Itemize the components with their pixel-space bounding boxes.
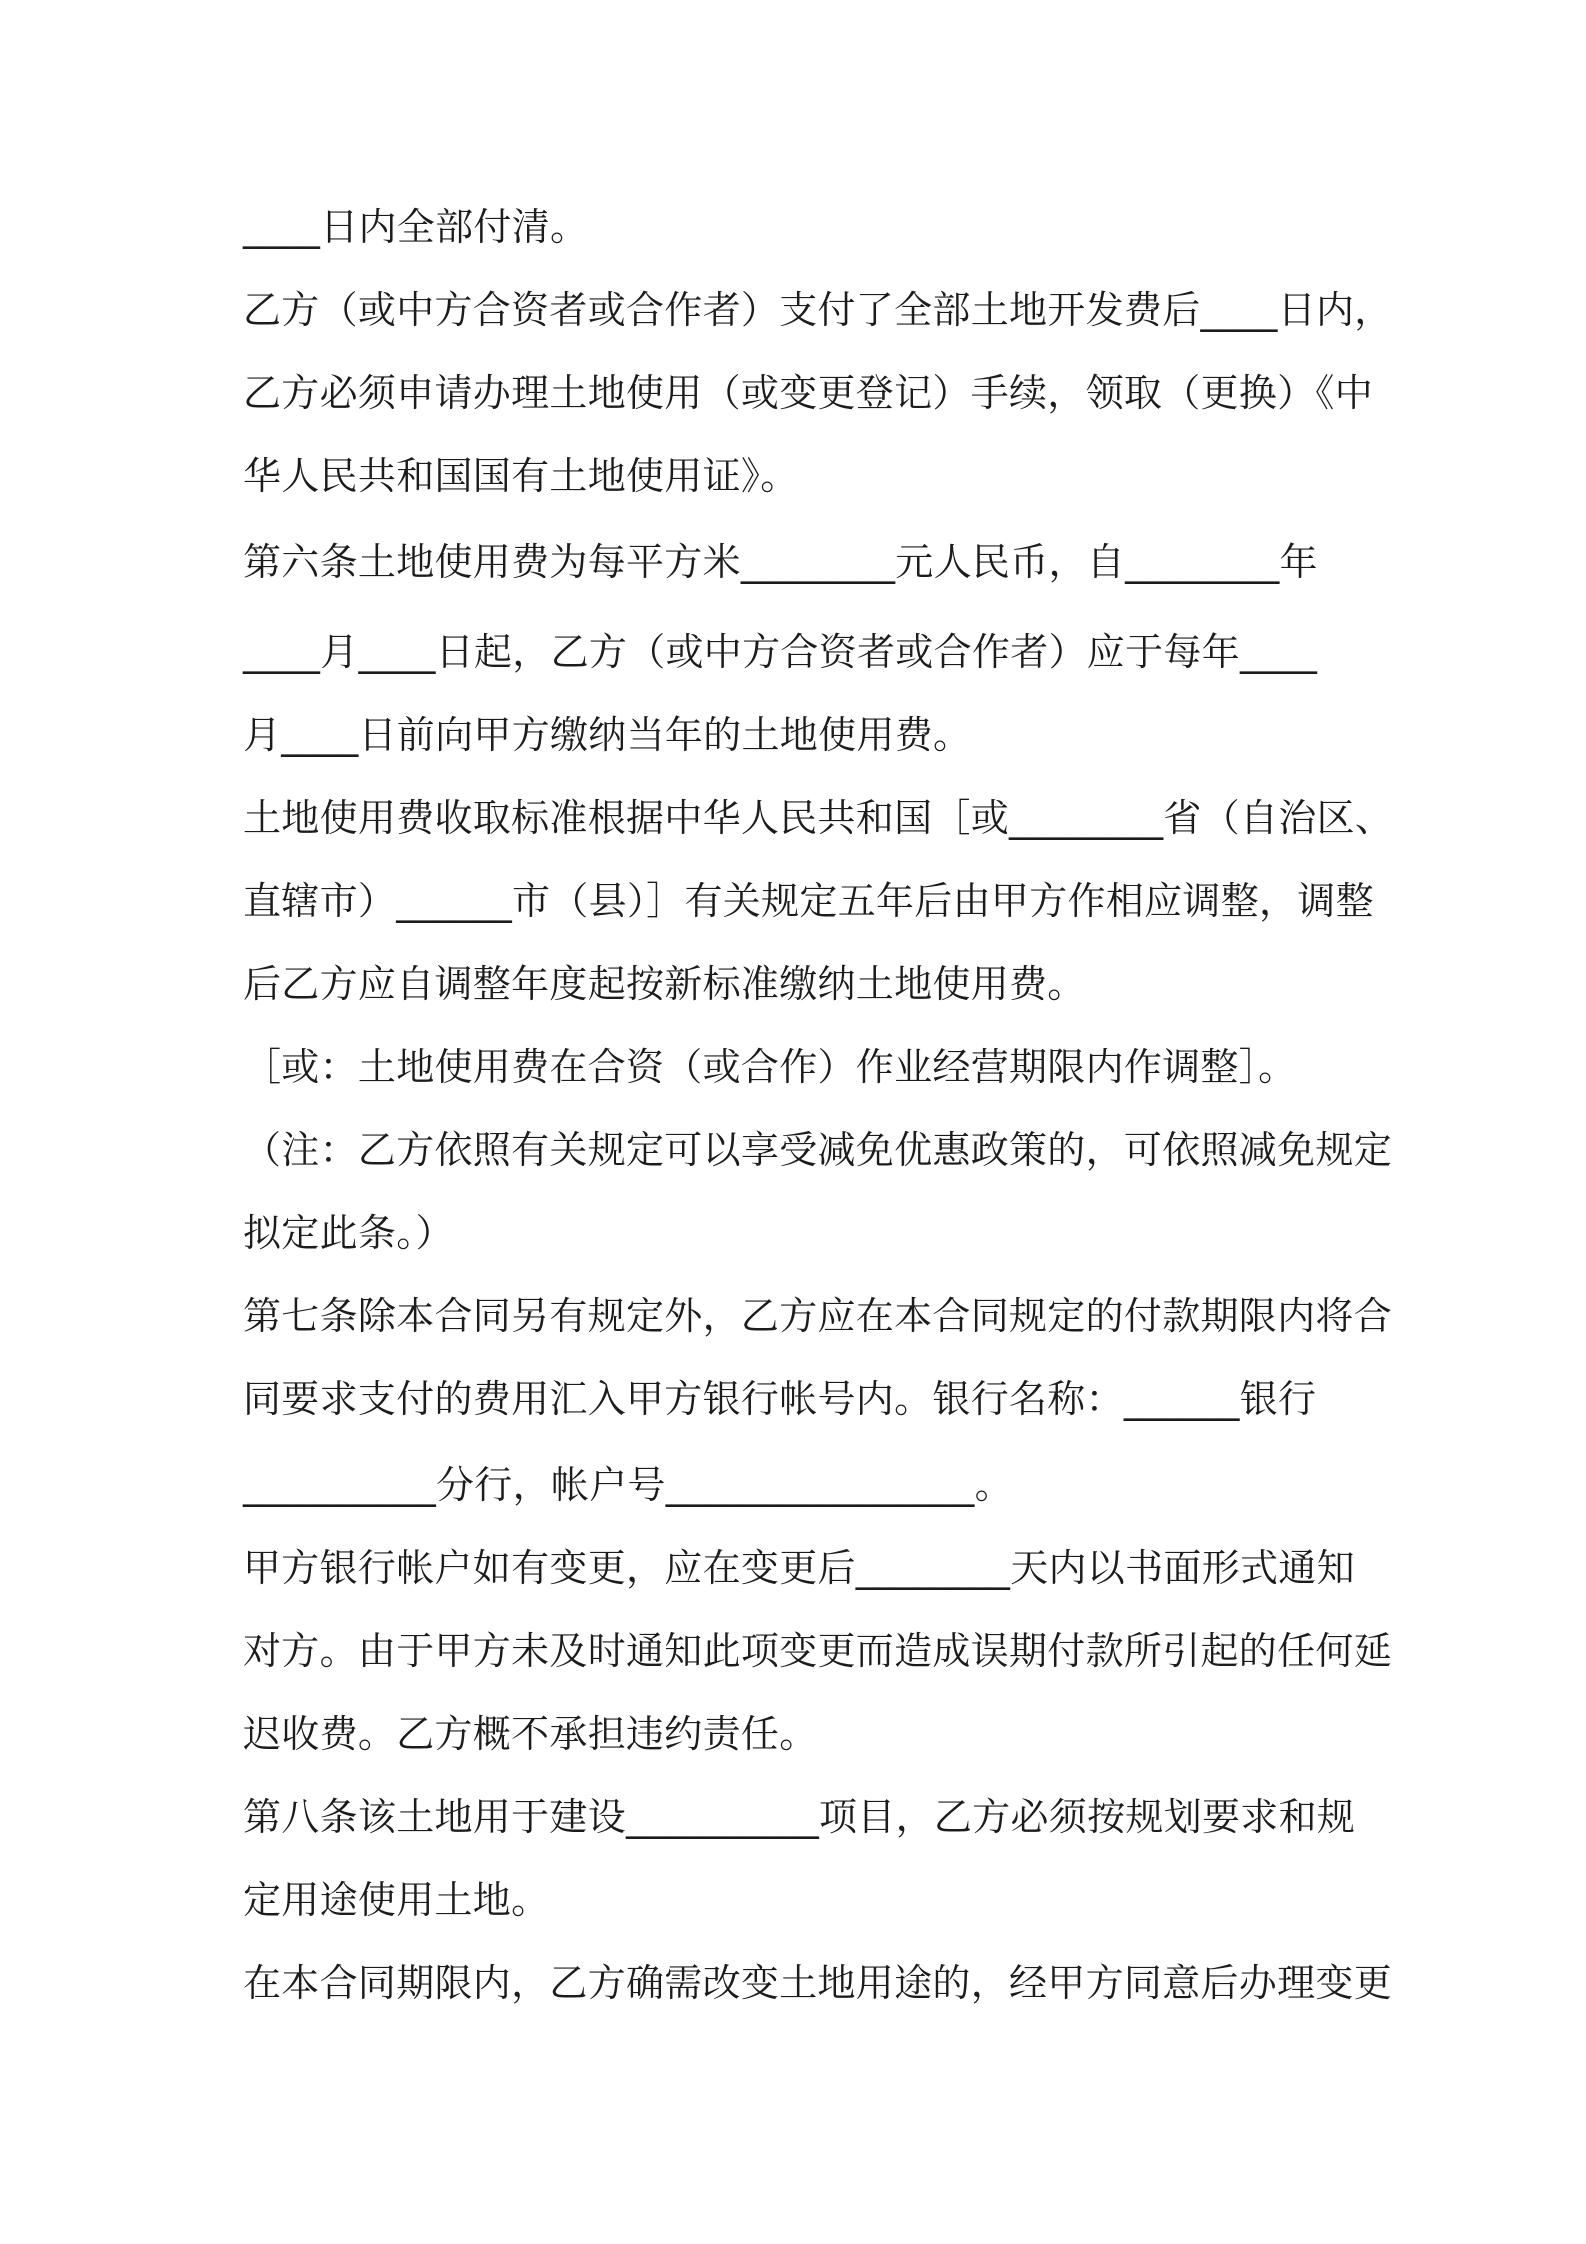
- text-line: 华人民共和国国有土地使用证》。: [243, 454, 799, 498]
- text-line: 第七条除本合同另有规定外，乙方应在本合同规定的付款期限内将合: [243, 1294, 1393, 1338]
- text-line: （注：乙方依照有关规定可以享受减免优惠政策的，可依照减免规定: [243, 1128, 1393, 1172]
- text-line: 月____日前向甲方缴纳当年的土地使用费。: [243, 713, 972, 757]
- text-line: 土地使用费收取标准根据中华人民共和国［或________省（自治区、: [243, 796, 1394, 840]
- text-line: 乙方必须申请办理土地使用（或变更登记）手续，领取（更换）《中: [243, 371, 1374, 415]
- text-line: 直辖市）______市（县）］有关规定五年后由甲方作相应调整，调整: [243, 879, 1374, 923]
- text-line: 对方。由于甲方未及时通知此项变更而造成误期付款所引起的任何延: [243, 1629, 1393, 1673]
- text-line: 第六条土地使用费为每平方米________元人民币，自________年: [243, 540, 1318, 584]
- text-line: 迟收费。乙方概不承担违约责任。: [243, 1712, 818, 1756]
- text-line: __________分行，帐户号________________。: [243, 1463, 1013, 1507]
- text-line: ［或：土地使用费在合资（或合作）作业经营期限内作调整］。: [243, 1045, 1297, 1089]
- text-line: 后乙方应自调整年度起按新标准缴纳土地使用费。: [243, 962, 1086, 1006]
- text-line: ____月____日起，乙方（或中方合资者或合作者）应于每年____: [243, 630, 1318, 674]
- text-line: 甲方银行帐户如有变更，应在变更后________天内以书面形式通知: [243, 1546, 1355, 1590]
- text-line: 定用途使用土地。: [243, 1878, 550, 1922]
- text-line: 拟定此条。）: [243, 1211, 454, 1255]
- text-line: ____日内全部付清。: [243, 205, 589, 249]
- text-line: 同要求支付的费用汇入甲方银行帐号内。银行名称：______银行: [243, 1377, 1317, 1421]
- text-line: 乙方（或中方合资者或合作者）支付了全部土地开发费后____日内，: [243, 288, 1393, 332]
- text-line: 在本合同期限内，乙方确需改变土地用途的，经甲方同意后办理变更: [243, 1961, 1393, 2005]
- text-line: 第八条该土地用于建设__________项目，乙方必须按规划要求和规: [243, 1795, 1356, 1839]
